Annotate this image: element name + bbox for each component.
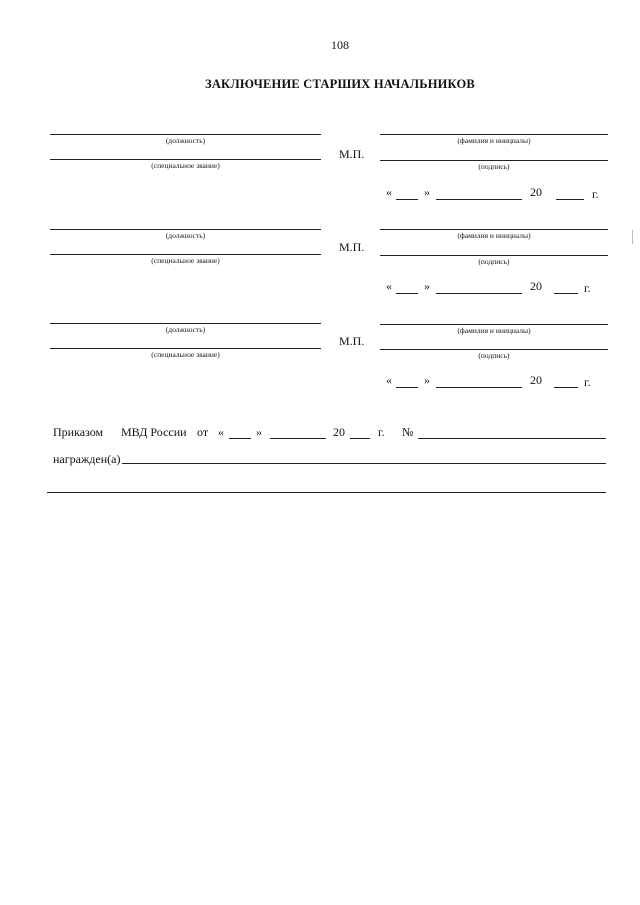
order-close-quote: »: [256, 425, 262, 439]
month-line[interactable]: [436, 387, 522, 388]
award-name-line[interactable]: [122, 463, 606, 464]
name-line[interactable]: [380, 134, 608, 135]
year-prefix: 20: [530, 279, 542, 293]
order-from: от: [197, 425, 209, 439]
year-prefix: 20: [530, 373, 542, 387]
year-line[interactable]: [554, 293, 578, 294]
award-continuation-line[interactable]: [47, 492, 606, 493]
day-line[interactable]: [396, 293, 418, 294]
name-line[interactable]: [380, 229, 608, 230]
date-close-quote: »: [424, 373, 430, 387]
signature-line[interactable]: [380, 349, 608, 350]
stamp-label: М.П.: [339, 240, 365, 254]
signature-label: (подпись): [478, 162, 510, 171]
order-open-quote: «: [218, 425, 224, 439]
page-title: ЗАКЛЮЧЕНИЕ СТАРШИХ НАЧАЛЬНИКОВ: [205, 77, 475, 91]
rank-line[interactable]: [50, 348, 321, 349]
scan-edge-mark: [632, 230, 633, 244]
order-number-sign: №: [402, 425, 414, 439]
date-open-quote: «: [386, 279, 392, 293]
order-ministry: МВД России: [121, 425, 187, 439]
order-year-suffix: г.: [378, 425, 385, 439]
order-year-prefix: 20: [333, 425, 345, 439]
position-label: (должность): [165, 136, 206, 145]
signature-line[interactable]: [380, 160, 608, 161]
rank-label: (специальное звание): [151, 350, 220, 359]
year-suffix: г.: [592, 187, 599, 201]
rank-label: (специальное звание): [151, 161, 220, 170]
page-number: 108: [331, 38, 349, 52]
order-number-line[interactable]: [418, 438, 606, 439]
name-line[interactable]: [380, 324, 608, 325]
position-line[interactable]: [50, 323, 321, 324]
position-line[interactable]: [50, 229, 321, 230]
year-line[interactable]: [554, 387, 578, 388]
order-month-line[interactable]: [270, 438, 326, 439]
rank-label: (специальное звание): [151, 256, 220, 265]
name-label: (фамилия и инициалы): [457, 326, 531, 335]
month-line[interactable]: [436, 199, 522, 200]
order-day-line[interactable]: [229, 438, 251, 439]
name-label: (фамилия и инициалы): [457, 231, 531, 240]
name-label: (фамилия и инициалы): [457, 136, 531, 145]
signature-line[interactable]: [380, 255, 608, 256]
order-prefix: Приказом: [53, 425, 104, 439]
position-line[interactable]: [50, 134, 321, 135]
awarded-label: награжден(а): [53, 452, 121, 466]
stamp-label: М.П.: [339, 147, 365, 161]
day-line[interactable]: [396, 199, 418, 200]
year-suffix: г.: [584, 281, 591, 295]
order-year-line[interactable]: [350, 438, 370, 439]
position-label: (должность): [165, 325, 206, 334]
year-prefix: 20: [530, 185, 542, 199]
position-label: (должность): [165, 231, 206, 240]
year-line[interactable]: [556, 199, 584, 200]
signature-label: (подпись): [478, 351, 510, 360]
date-open-quote: «: [386, 185, 392, 199]
day-line[interactable]: [396, 387, 418, 388]
year-suffix: г.: [584, 375, 591, 389]
stamp-label: М.П.: [339, 334, 365, 348]
date-close-quote: »: [424, 279, 430, 293]
rank-line[interactable]: [50, 159, 321, 160]
signature-label: (подпись): [478, 257, 510, 266]
month-line[interactable]: [436, 293, 522, 294]
date-close-quote: »: [424, 185, 430, 199]
date-open-quote: «: [386, 373, 392, 387]
rank-line[interactable]: [50, 254, 321, 255]
